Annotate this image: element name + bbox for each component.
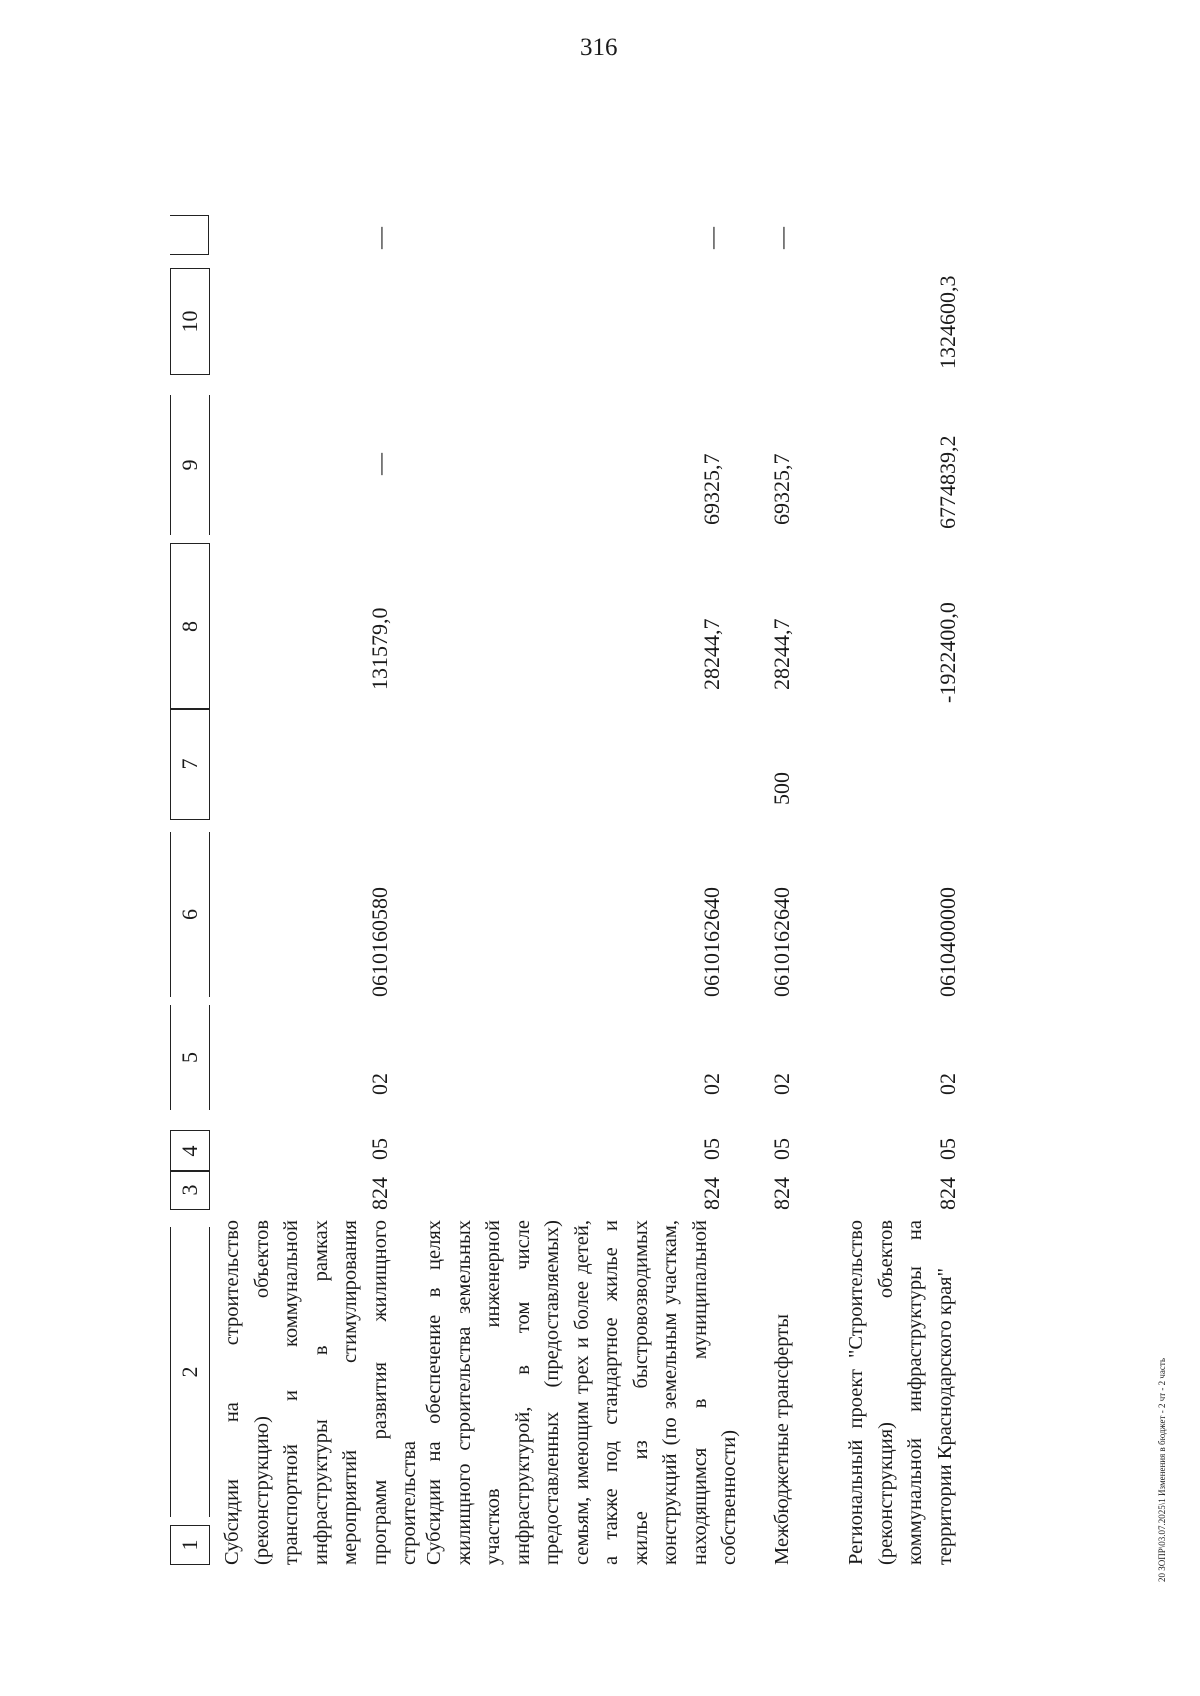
row-name: Региональный проект "Строительство (реконструкция) объектов коммунальной инфраструктуры на территории Краснодарского края" (845, 1220, 956, 1565)
col-header-9: 9 (170, 395, 210, 535)
cell-c4: 05 (367, 1138, 392, 1160)
cell-c8: 28244,7 (699, 618, 724, 690)
cell-c8: 28244,7 (769, 618, 794, 690)
cell-c10: — (699, 227, 724, 249)
cell-c3: 824 (769, 1177, 794, 1210)
cell-c9: 69325,7 (769, 453, 794, 525)
table-row (842, 145, 972, 1565)
cell-c3: 824 (935, 1177, 960, 1210)
cell-c3: 824 (367, 1177, 392, 1210)
col-header-end (170, 215, 209, 255)
row-name: Межбюджетные трансферты (771, 1314, 793, 1565)
col-header-2: 2 (170, 1227, 210, 1517)
cell-c8: 131579,0 (367, 607, 392, 690)
cell-c5: 02 (367, 1073, 392, 1095)
cell-c3: 824 (699, 1177, 724, 1210)
cell-c6: 0610162640 (769, 887, 794, 997)
table-row (768, 145, 808, 1565)
table-row (218, 145, 420, 1565)
col-header-5: 5 (170, 1005, 210, 1110)
footer-code: 20 ЗОПР\03.07.2025\1 Изменения в бюджет - 2 чт - 2 часть (1157, 1358, 1167, 1582)
cell-c4: 05 (769, 1138, 794, 1160)
cell-c5: 02 (699, 1073, 724, 1095)
cell-c10: — (367, 227, 392, 249)
cell-c7: 500 (769, 772, 794, 805)
cell-c10: — (769, 227, 794, 249)
col-header-1: 1 (170, 1525, 210, 1565)
cell-c6: 0610400000 (935, 887, 960, 997)
cell-c4: 05 (699, 1138, 724, 1160)
cell-c9: 69325,7 (699, 453, 724, 525)
cell-c8: -1922400,0 (935, 602, 960, 703)
col-header-8: 8 (170, 543, 210, 710)
row-name: Субсидии на обеспечение в целях жилищного строительства земельных участков инженерной инфраструктурой, в том числе предоставленных (предоставляемых) семьям, имеющим трех и более детей, а также под стандартное жилье и жилье из быстровозводимых конструкций (по земельным участкам, находящимся в муниципальной собственности) (423, 1220, 740, 1565)
col-header-3: 3 (170, 1170, 210, 1210)
cell-c6: 0610162640 (699, 887, 724, 997)
cell-c10: 1324600,3 (935, 275, 960, 369)
cell-c6: 0610160580 (367, 887, 392, 997)
row-name: Субсидии на строительство (реконструкцию) объектов транспортной и коммунальной инфраструктуры в рамках мероприятий стимулирования программ развития жилищного строительства (221, 1220, 420, 1565)
cell-c5: 02 (935, 1073, 960, 1095)
budget-table (170, 145, 1200, 1565)
col-header-7: 7 (170, 708, 210, 820)
cell-c9: — (367, 453, 392, 475)
table-row (420, 145, 740, 1565)
page-number: 316 (580, 34, 618, 61)
col-header-10: 10 (170, 268, 210, 375)
cell-c5: 02 (769, 1073, 794, 1095)
header-row (170, 145, 208, 1565)
cell-c9: 6774839,2 (935, 435, 960, 529)
cell-c4: 05 (935, 1138, 960, 1160)
col-header-4: 4 (170, 1130, 210, 1172)
col-header-6: 6 (170, 832, 210, 997)
